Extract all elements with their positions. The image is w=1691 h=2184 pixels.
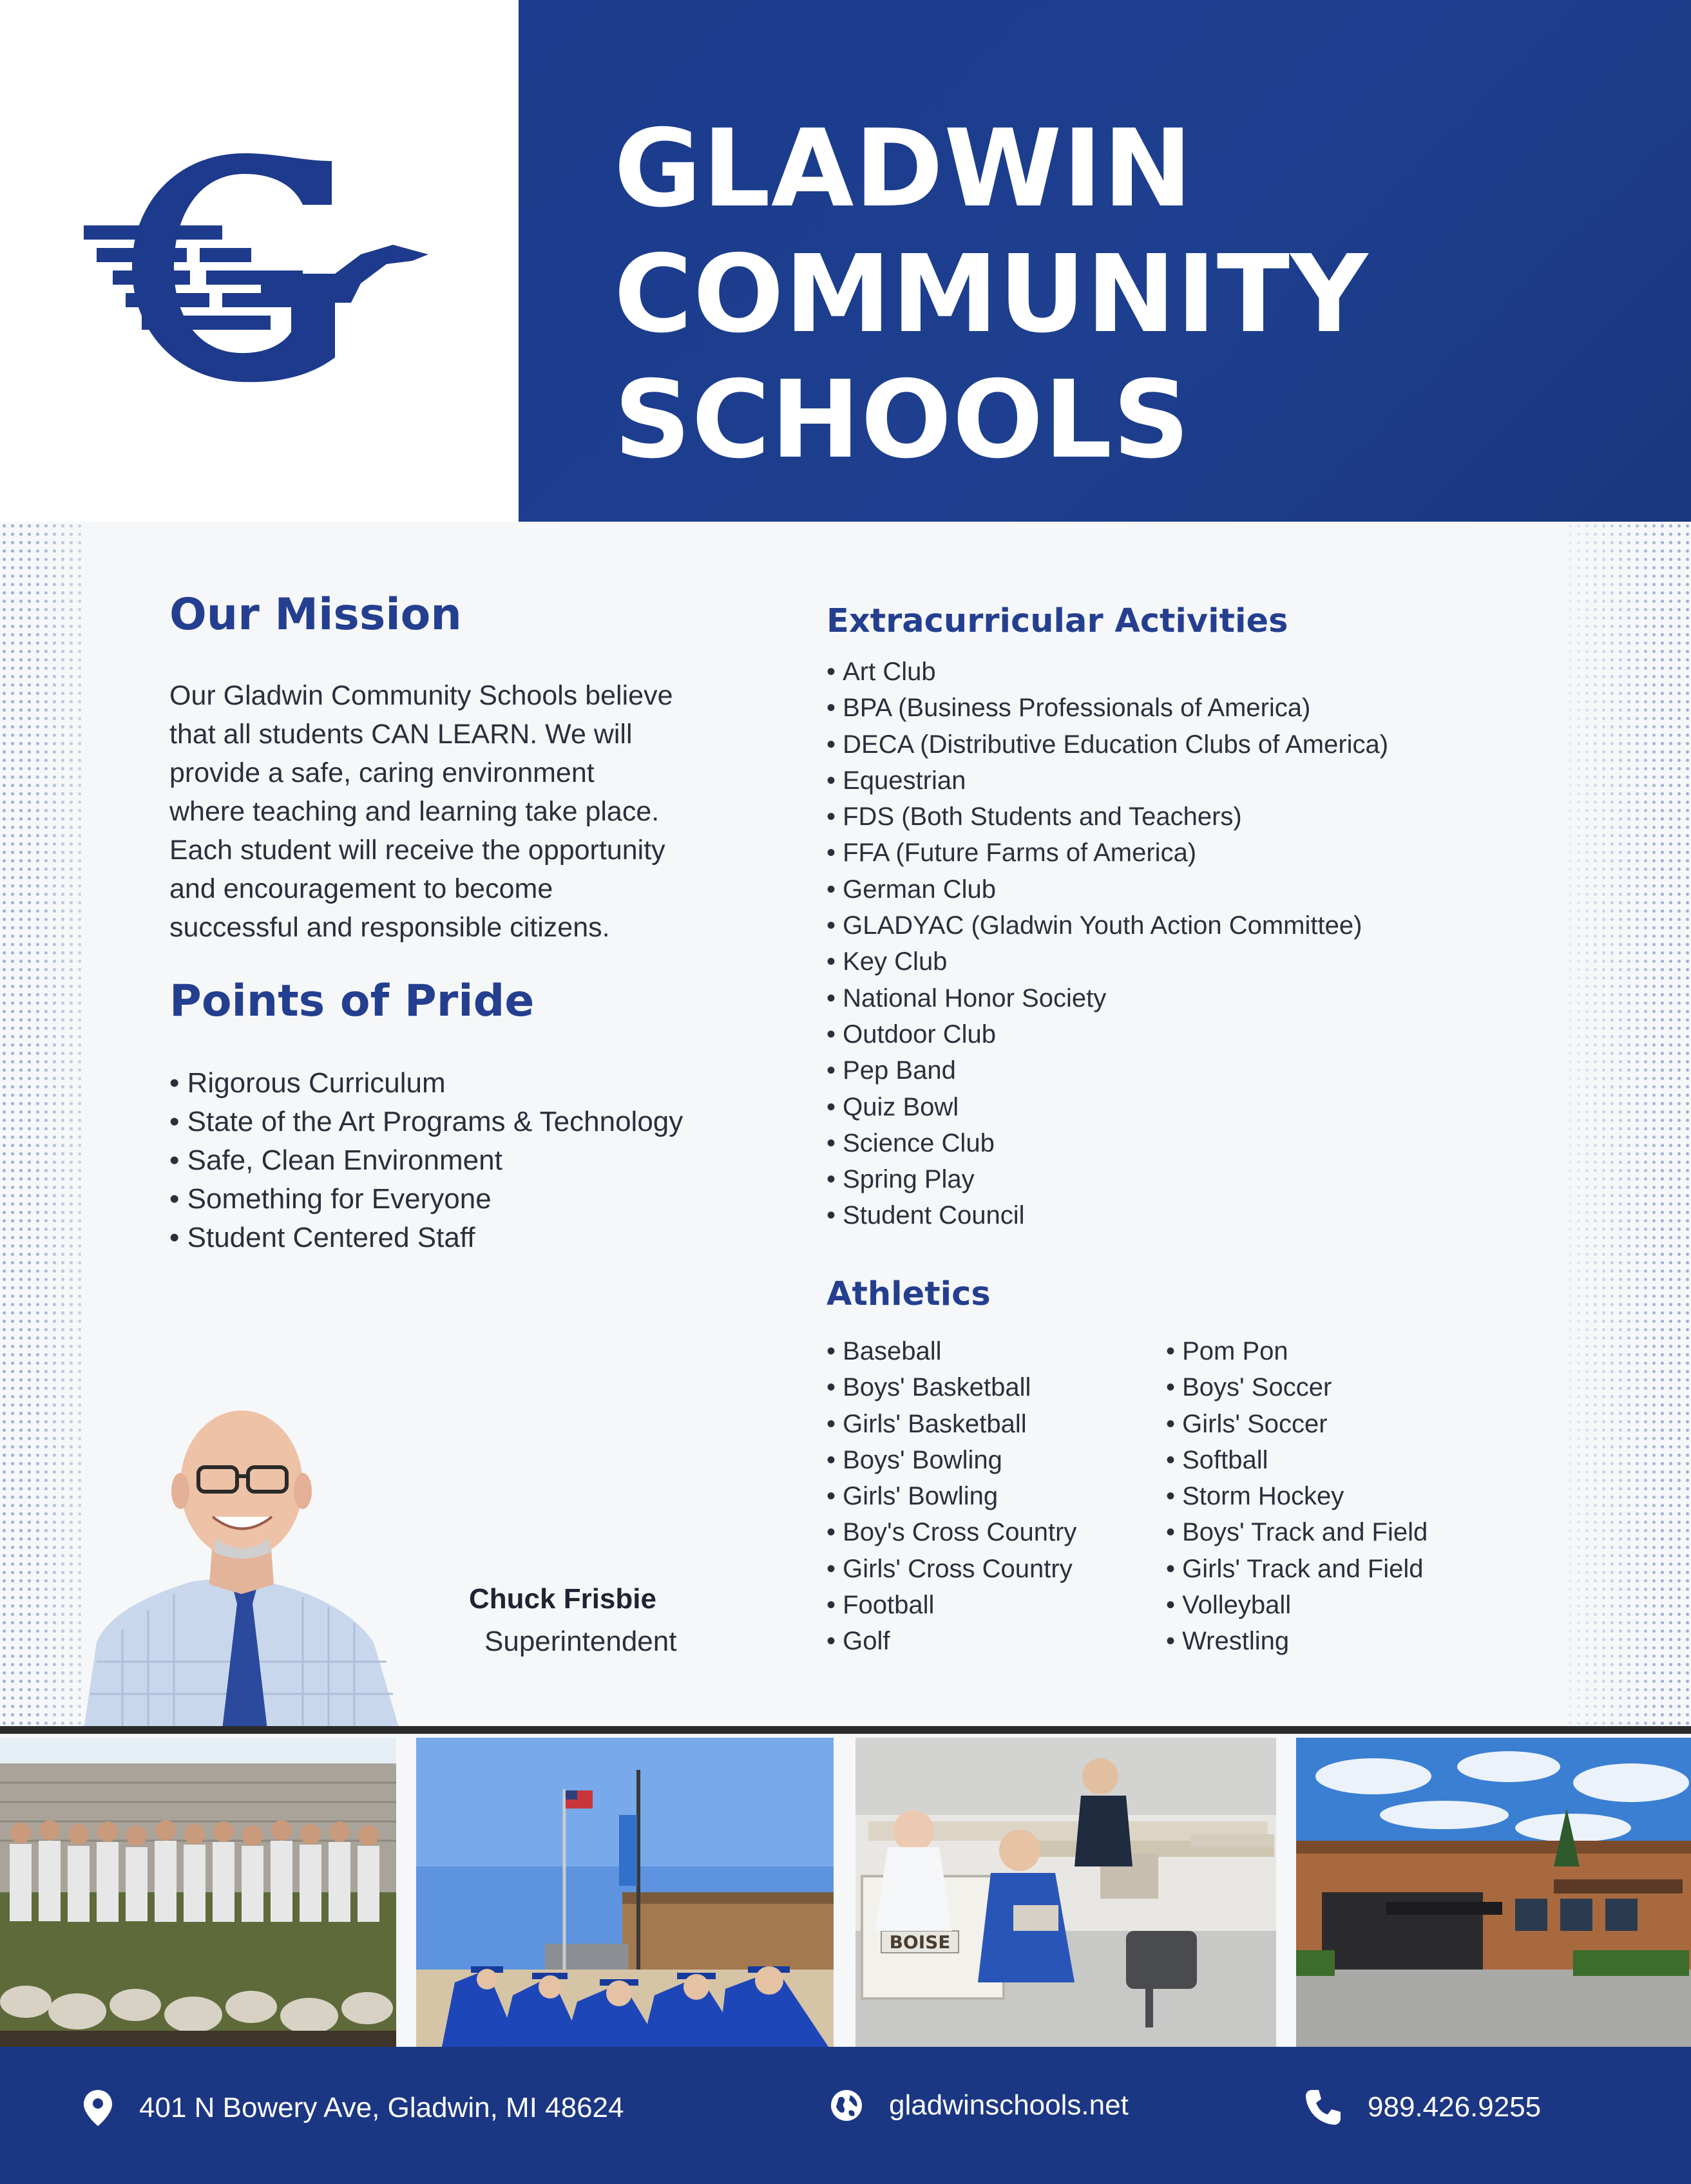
list-item: • Wrestling <box>1166 1623 1428 1659</box>
list-item: • DECA (Distributive Education Clubs of America) <box>826 726 1388 763</box>
list-item: • Girls' Track and Field <box>1166 1551 1428 1587</box>
list-item: • Softball <box>1166 1442 1428 1478</box>
mission-line: Each student will receive the opportunity <box>169 835 665 866</box>
list-item: • Boys' Track and Field <box>1166 1514 1428 1550</box>
athletics-list-column-2 <box>1166 1333 1428 1660</box>
mission-line: Our Gladwin Community Schools believe <box>169 680 673 711</box>
phone-number[interactable]: 989.426.9255 <box>1368 2091 1542 2123</box>
mission-line: that all students CAN LEARN. We will <box>169 719 633 750</box>
list-item: • Student Centered Staff <box>169 1219 683 1257</box>
list-item: • State of the Art Programs & Technology <box>169 1103 683 1141</box>
list-item: • Boys' Bowling <box>826 1442 1076 1478</box>
list-item: • Pep Band <box>826 1052 1388 1088</box>
list-item: • Pom Pon <box>1166 1333 1428 1369</box>
list-item: • Baseball <box>826 1333 1076 1369</box>
list-item: • FFA (Future Farms of America) <box>826 835 1388 871</box>
graduation-photo <box>416 1738 834 2047</box>
list-item: • Boy's Cross Country <box>826 1514 1076 1550</box>
address-text: 401 N Bowery Ave, Gladwin, MI 48624 <box>139 2092 624 2123</box>
list-item: • National Honor Society <box>826 980 1388 1016</box>
extracurricular-heading: Extracurricular Activities <box>826 602 1288 640</box>
superintendent-name: Chuck Frisbie <box>469 1583 656 1615</box>
list-item: • Girls' Cross Country <box>826 1551 1076 1587</box>
list-item: • Rigorous Curriculum <box>169 1064 683 1103</box>
divider <box>0 1726 1691 1734</box>
pride-list <box>169 1064 683 1257</box>
mission-heading: Our Mission <box>169 589 462 640</box>
list-item: • Key Club <box>826 944 1388 980</box>
list-item: • FDS (Both Students and Teachers) <box>826 799 1388 835</box>
athletics-heading: Athletics <box>826 1275 991 1313</box>
list-item: • Equestrian <box>826 763 1388 799</box>
team-photo <box>0 1738 396 2047</box>
title-band <box>519 0 1691 522</box>
mission-line: provide a safe, caring environment <box>169 757 595 788</box>
footer-website[interactable] <box>830 2089 1129 2122</box>
superintendent-photo <box>84 1372 483 1729</box>
footer-address <box>82 2089 624 2127</box>
globe-icon <box>830 2089 863 2122</box>
athletics-list-column-1 <box>826 1333 1076 1660</box>
list-item: • German Club <box>826 871 1388 907</box>
list-item: • Boys' Basketball <box>826 1369 1076 1405</box>
title-line-3: SCHOOLS <box>614 358 1190 482</box>
extracurricular-list <box>826 654 1388 1234</box>
list-item: • Girls' Basketball <box>826 1406 1076 1442</box>
list-item: • Spring Play <box>826 1161 1388 1197</box>
title-line-1: GLADWIN <box>614 107 1194 231</box>
g-eagle-logo <box>0 0 519 522</box>
footer-phone[interactable] <box>1304 2089 1541 2126</box>
list-item: • Girls' Bowling <box>826 1478 1076 1514</box>
footer <box>0 2047 1691 2184</box>
school-building-photo <box>1296 1738 1691 2047</box>
list-item: • Outdoor Club <box>826 1016 1388 1052</box>
list-item: • Volleyball <box>1166 1587 1428 1623</box>
superintendent-title: Superintendent <box>484 1626 677 1657</box>
title-line-2: COMMUNITY <box>614 233 1369 357</box>
list-item: • Girls' Soccer <box>1166 1406 1428 1442</box>
mission-line: and encouragement to become <box>169 873 553 904</box>
list-item: • Science Club <box>826 1125 1388 1161</box>
list-item: • Student Council <box>826 1197 1388 1233</box>
list-item: • Quiz Bowl <box>826 1089 1388 1125</box>
list-item: • Art Club <box>826 654 1388 690</box>
mission-text <box>169 676 749 947</box>
list-item: • Storm Hockey <box>1166 1478 1428 1514</box>
mission-line: successful and responsible citizens. <box>169 912 610 943</box>
list-item: • Something for Everyone <box>169 1180 683 1219</box>
dot-pattern-right <box>1549 522 1691 1726</box>
list-item: • Football <box>826 1587 1076 1623</box>
website-link[interactable]: gladwinschools.net <box>889 2089 1129 2121</box>
classroom-photo <box>855 1738 1276 2047</box>
location-pin-icon <box>82 2089 113 2127</box>
logo-area <box>0 0 519 522</box>
phone-icon <box>1304 2089 1342 2126</box>
list-item: • GLADYAC (Gladwin Youth Action Committee) <box>826 907 1388 944</box>
list-item: • Boys' Soccer <box>1166 1369 1428 1405</box>
box-label: BOISE <box>889 1932 951 1953</box>
mission-line: where teaching and learning take place. <box>169 796 660 827</box>
list-item: • BPA (Business Professionals of America) <box>826 690 1388 726</box>
list-item: • Safe, Clean Environment <box>169 1141 683 1180</box>
page-title <box>614 106 1368 483</box>
list-item: • Golf <box>826 1623 1076 1659</box>
pride-heading: Points of Pride <box>169 976 535 1027</box>
